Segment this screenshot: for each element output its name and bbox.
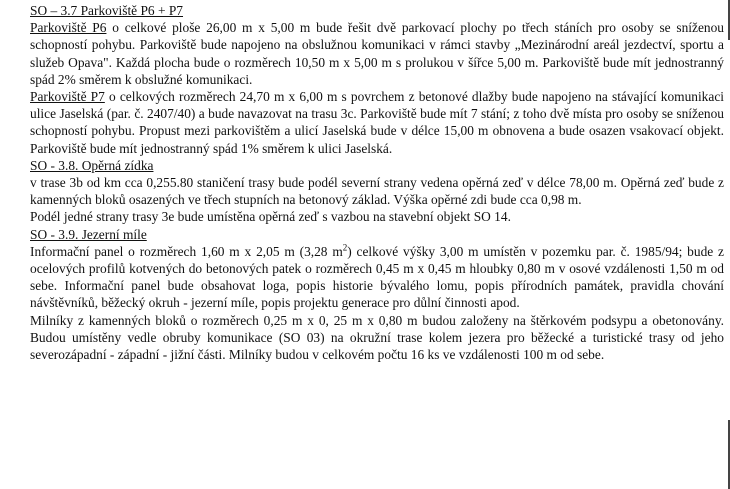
text-parkoviste-p7: o celkových rozměrech 24,70 m x 6,00 m s povrchem z betonové dlažby bude napojeno na stávající komunikaci ulice Jaselská (par. č. 2407/40) a bude navazovat na trasu 3c. Parkoviště bude mít 7 stání; z toho dvě místa pro osoby se sníženou schopností pohybu. Propust mezi parkovištěm a ulicí Jaselská bude v délce 15,00 m obnovena a bude osazen vsakovací objekt. Parkoviště bude mít jednostranný spád 1% směrem k ulici Jaselská. [30,89,724,156]
paragraph-operna-zidka-2: Podél jedné strany trasy 3e bude umístěna opěrná zeď s vazbou na stavební objekt SO 14. [30,209,511,225]
paragraph-operna-zidka-1: v trase 3b od km cca 0,255.80 staničení trasy bude podél severní strany vedena opěrná zeď v délce 78,00 m. Opěrná zeď bude z kamenných bloků osazených ve třech stupních na betonový základ. Výška opěrné zdi bude cca 0,98 m. [30,175,724,208]
section-heading-3-8: SO - 3.8. Opěrná zídka [30,157,154,173]
paragraph-informacni-panel [30,243,724,312]
paragraph-milniky: Milníky z kamenných bloků o rozměrech 0,25 m x 0, 25 m x 0,80 m budou založeny na štěrkovém podsypu a obetonovány. Budou umístěny vedle obruby komunikace (SO 03) na okružní trase kolem jezera pro běžecké a turistické trasy od jeho severozápadní - západní - jižní části. Milníky budou v celkovém počtu 16 ks ve vzdálenosti 100 m od sebe. [30,312,724,363]
label-parkoviste-p6: Parkoviště P6 [30,20,107,36]
text-panel-part-b: ) celkové výšky 3,00 m umístěn v pozemku par. č. 1985/94; bude z ocelových profilů kotvených do betonových patek o rozměrech 0,45 m x 0,45 m hloubky 0,80 m v osové vzdálenosti 1,50 m od sebe. Informační panel bude obsahovat loga, popis historie bývalého lomu, popis přírodních památek, pravidla chování návštěvníků, běžecký okruh - jezerní míle, popis projektu generace pro důlní činnosti apod. [30,243,724,311]
text-panel-part-a: Informační panel o rozměrech 1,60 m x 2,05 m (3,28 m [30,243,343,259]
section-heading-3-9: SO - 3.9. Jezerní míle [30,226,147,242]
paragraph-p7 [30,88,724,157]
paragraph-p6 [30,19,724,88]
label-parkoviste-p7: Parkoviště P7 [30,89,105,105]
text-parkoviste-p6: o celkové ploše 26,00 m x 5,00 m bude řešit dvě parkovací plochy po třech stáních pro osoby se sníženou schopností pohybu. Parkoviště bude napojeno na obslužnou komunikaci v rámci stavby „Mezinárodní areál jezdectví, sportu a služeb Opava". Každá plocha bude o rozměrech 10,50 m x 5,00 m s prolukou v šířce 5,00 m. Parkoviště bude mít jednostranný spád 2% směrem k obslužné komunikaci. [30,20,724,87]
section-heading-3-7: SO – 3.7 Parkoviště P6 + P7 [30,3,184,18]
superscript-2: 2 [342,242,348,253]
